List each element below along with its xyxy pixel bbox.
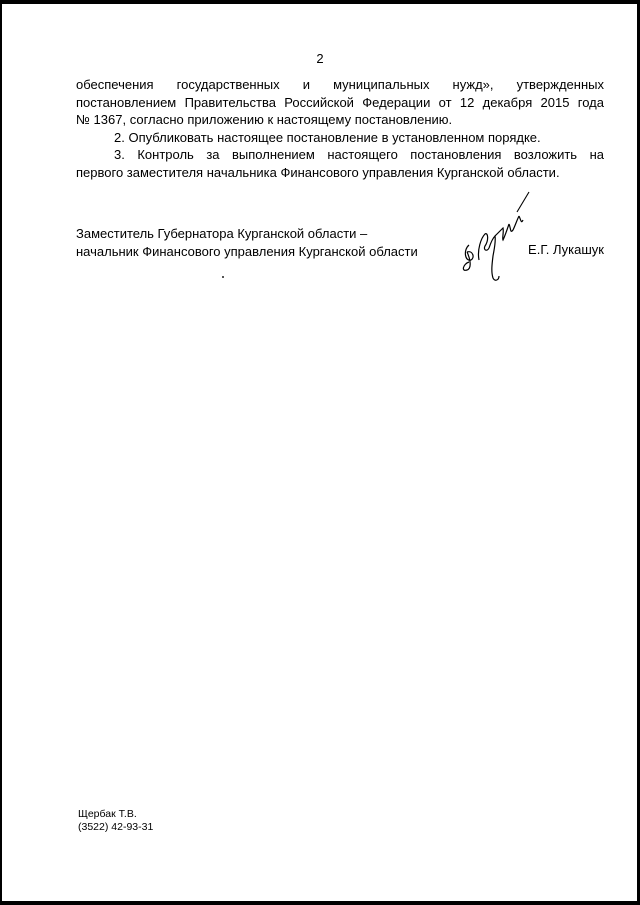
page-border-left xyxy=(0,0,2,905)
paragraph-1 xyxy=(76,76,604,129)
handwritten-signature xyxy=(455,190,535,285)
page-border-bottom xyxy=(0,901,640,905)
page-number: 2 xyxy=(316,51,324,66)
document-body xyxy=(76,76,604,181)
paragraph-3-line-1: 3. Контроль за выполнением настоящего постановления возложить на xyxy=(114,147,604,162)
paragraph-1-line-1: обеспечения государственных и муниципальных нужд», утвержденных xyxy=(76,77,604,92)
paragraph-2: 2. Опубликовать настоящее постановление в установленном порядке. xyxy=(114,129,541,145)
paragraph-1-line-2: постановлением Правительства Российской Федерации от 12 декабря 2015 года xyxy=(76,94,604,110)
footer-author: Щербак Т.В. xyxy=(78,808,137,820)
paragraph-3 xyxy=(76,146,604,181)
paragraph-3-line-2: первого заместителя начальника Финансового управления Курганской области. xyxy=(76,164,560,180)
paragraph-1-line-3: № 1367, согласно приложению к настоящему постановлению. xyxy=(76,112,453,127)
document-footer xyxy=(78,808,153,834)
scan-speck xyxy=(222,276,224,278)
page-border-top xyxy=(0,0,640,4)
signatory-title-line-2: начальник Финансового управления Курганской области xyxy=(76,243,418,259)
footer-phone: (3522) 42-93-31 xyxy=(78,821,154,833)
signatory-title-line-1: Заместитель Губернатора Курганской области – xyxy=(76,226,368,241)
signatory-name: Е.Г. Лукашук xyxy=(528,242,604,257)
